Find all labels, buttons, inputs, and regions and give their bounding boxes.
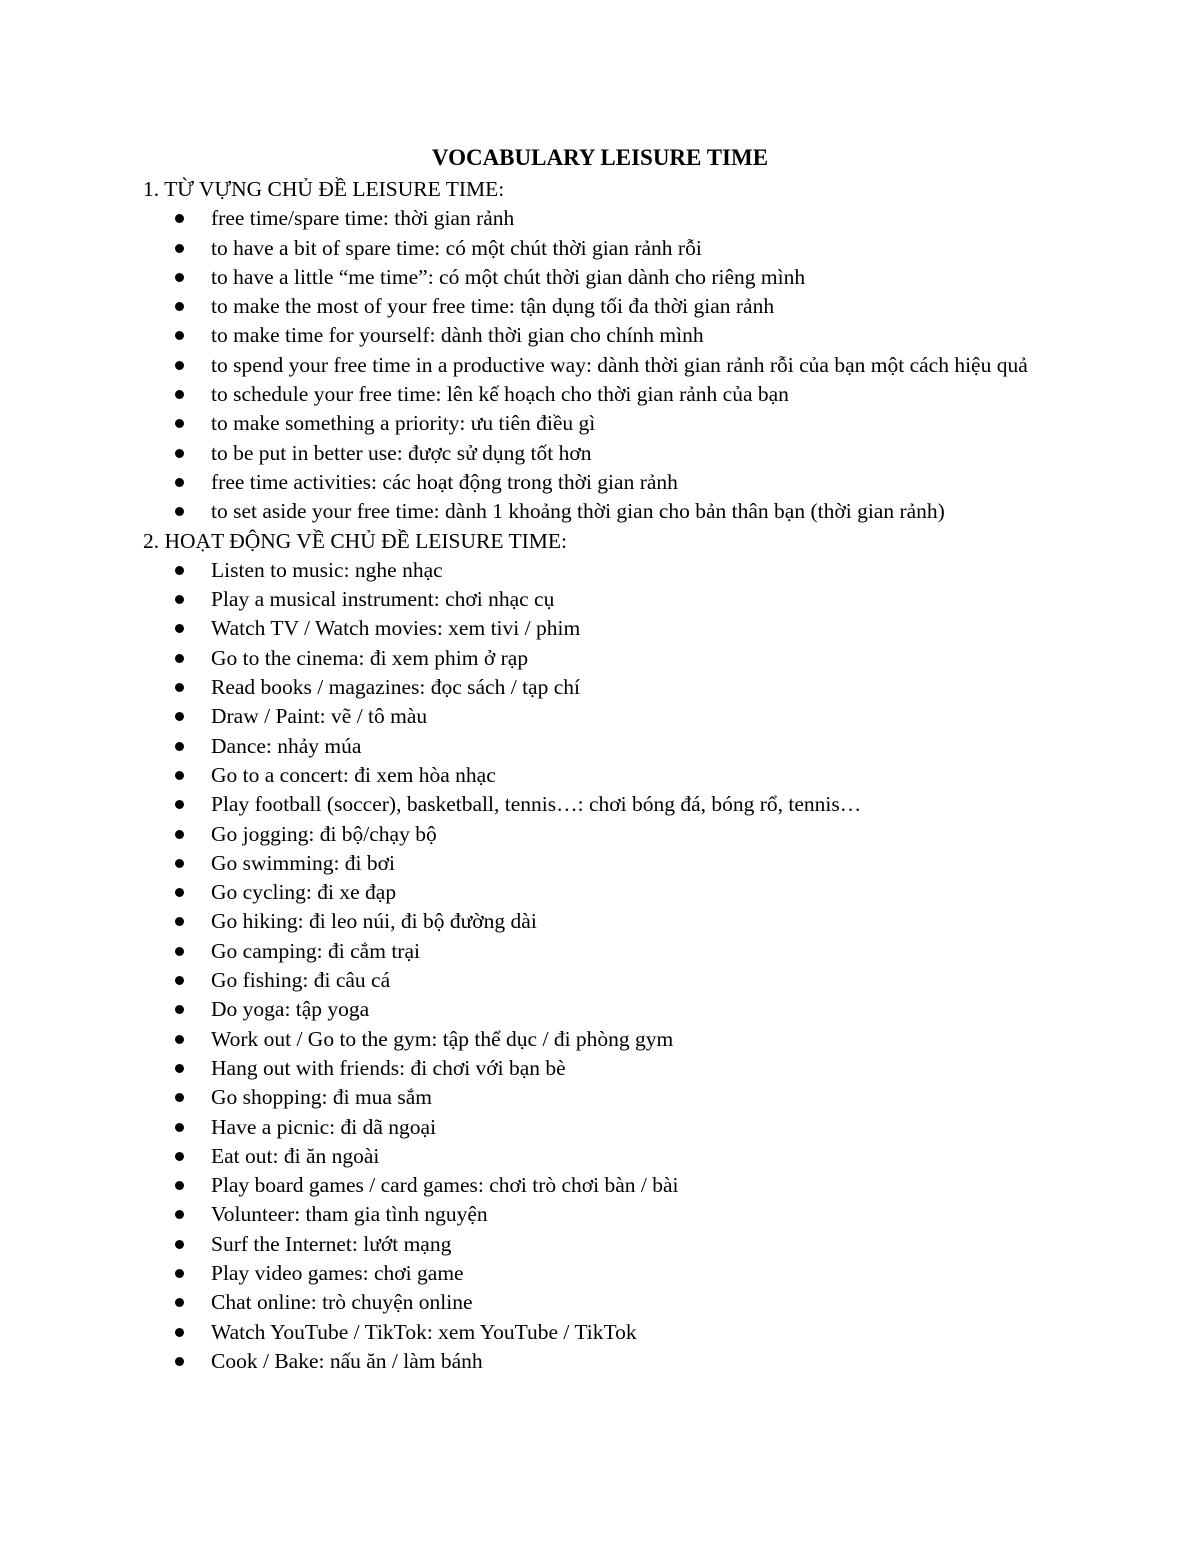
list-item-text: free time/spare time: thời gian rảnh (211, 206, 515, 231)
list-item-text: to make time for yourself: dành thời gian cho chính mình (211, 323, 704, 348)
list-item (143, 380, 1043, 409)
list-item-text: Go to a concert: đi xem hòa nhạc (211, 762, 496, 787)
bullet-icon (175, 331, 184, 340)
bullet-icon (175, 976, 184, 985)
list-item (143, 644, 1043, 673)
bullet-icon (175, 1093, 184, 1102)
list-item-text: Hang out with friends: đi chơi với bạn bè (211, 1055, 566, 1080)
list-item (143, 761, 1043, 790)
list-item-text: Volunteer: tham gia tình nguyện (211, 1202, 488, 1227)
bullet-icon (175, 917, 184, 926)
list-item (143, 907, 1043, 936)
list-item (143, 732, 1043, 761)
list-item (143, 1318, 1043, 1347)
list-item (143, 1200, 1043, 1229)
list-item-text: Play football (soccer), basketball, tennis…: chơi bóng đá, bóng rổ, tennis… (211, 792, 862, 817)
list-item-text: to have a bit of spare time: có một chút thời gian rảnh rỗi (211, 235, 702, 260)
list-item (143, 820, 1043, 849)
list-item (143, 1113, 1043, 1142)
list-item-text: Go shopping: đi mua sắm (211, 1085, 432, 1110)
list-item-text: Cook / Bake: nấu ăn / làm bánh (211, 1348, 483, 1373)
list-item (143, 585, 1043, 614)
list-item (143, 1142, 1043, 1171)
bullet-icon (175, 1181, 184, 1190)
list-item-text: Work out / Go to the gym: tập thể dục / đi phòng gym (211, 1026, 674, 1051)
bullet-icon (175, 595, 184, 604)
bullet-icon (175, 1269, 184, 1278)
list-item (143, 1025, 1043, 1054)
activities-list (143, 556, 1043, 1376)
bullet-icon (175, 712, 184, 721)
list-item (143, 937, 1043, 966)
list-item-text: Surf the Internet: lướt mạng (211, 1231, 452, 1256)
bullet-icon (175, 624, 184, 633)
bullet-icon (175, 1328, 184, 1337)
bullet-icon (175, 273, 184, 282)
bullet-icon (175, 888, 184, 897)
bullet-icon (175, 947, 184, 956)
list-item (143, 995, 1043, 1024)
list-item (143, 702, 1043, 731)
list-item (143, 1347, 1043, 1376)
list-item-text: Read books / magazines: đọc sách / tạp chí (211, 675, 580, 700)
list-item (143, 614, 1043, 643)
bullet-icon (175, 302, 184, 311)
list-item-text: Go cycling: đi xe đạp (211, 880, 397, 905)
bullet-icon (175, 1123, 184, 1132)
bullet-icon (175, 1240, 184, 1249)
list-item-text: Do yoga: tập yoga (211, 997, 370, 1022)
list-item (143, 790, 1043, 819)
list-item-text: Go camping: đi cắm trại (211, 938, 420, 963)
list-item (143, 878, 1043, 907)
list-item (143, 204, 1043, 233)
list-item-text: to spend your free time in a productive way: dành thời gian rảnh rỗi của bạn một cách hiệu quả (211, 352, 1028, 377)
list-item (143, 1288, 1043, 1317)
bullet-icon (175, 566, 184, 575)
bullet-icon (175, 742, 184, 751)
bullet-icon (175, 449, 184, 458)
list-item (143, 409, 1043, 438)
list-item-text: Go swimming: đi bơi (211, 850, 395, 875)
list-item-text: Go to the cinema: đi xem phim ở rạp (211, 645, 529, 670)
list-item (143, 234, 1043, 263)
list-item-text: to set aside your free time: dành 1 khoảng thời gian cho bản thân bạn (thời gian rảnh) (211, 499, 945, 524)
bullet-icon (175, 683, 184, 692)
list-item-text: Dance: nhảy múa (211, 733, 362, 758)
bullet-icon (175, 214, 184, 223)
bullet-icon (175, 361, 184, 370)
section-heading-activities: 2. HOẠT ĐỘNG VỀ CHỦ ĐỀ LEISURE TIME: (143, 528, 568, 553)
list-item (143, 1259, 1043, 1288)
list-item-text: to be put in better use: được sử dụng tốt hơn (211, 440, 592, 465)
bullet-icon (175, 1005, 184, 1014)
list-item-text: Eat out: đi ăn ngoài (211, 1143, 380, 1168)
list-item-text: Have a picnic: đi dã ngoại (211, 1114, 437, 1139)
bullet-icon (175, 419, 184, 428)
list-item-text: Play board games / card games: chơi trò chơi bàn / bài (211, 1173, 679, 1198)
list-item (143, 497, 1043, 526)
bullet-icon (175, 244, 184, 253)
list-item-text: Go hiking: đi leo núi, đi bộ đường dài (211, 909, 537, 934)
section-heading-vocabulary: 1. TỪ VỰNG CHỦ ĐỀ LEISURE TIME: (143, 177, 505, 201)
list-item (143, 1171, 1043, 1200)
vocabulary-list (143, 204, 1043, 526)
bullet-icon (175, 507, 184, 516)
bullet-icon (175, 1035, 184, 1044)
bullet-icon (175, 390, 184, 399)
list-item (143, 966, 1043, 995)
list-item-text: Go jogging: đi bộ/chạy bộ (211, 821, 437, 846)
list-item-text: Go fishing: đi câu cá (211, 968, 391, 993)
list-item-text: Play a musical instrument: chơi nhạc cụ (211, 587, 555, 612)
document-body (143, 175, 1043, 1376)
list-item-text: Watch YouTube / TikTok: xem YouTube / TikTok (211, 1319, 637, 1344)
bullet-icon (175, 654, 184, 663)
list-item (143, 351, 1043, 380)
list-item-text: Play video games: chơi game (211, 1260, 464, 1285)
bullet-icon (175, 1298, 184, 1307)
list-item (143, 321, 1043, 350)
list-item-text: Draw / Paint: vẽ / tô màu (211, 704, 428, 729)
list-item-text: to make the most of your free time: tận dụng tối đa thời gian rảnh (211, 294, 775, 319)
list-item-text: Listen to music: nghe nhạc (211, 557, 443, 582)
bullet-icon (175, 830, 184, 839)
bullet-icon (175, 1152, 184, 1161)
list-item-text: to make something a priority: ưu tiên điều gì (211, 411, 596, 436)
list-item (143, 1230, 1043, 1259)
list-item-text: to schedule your free time: lên kế hoạch cho thời gian rảnh của bạn (211, 382, 789, 407)
list-item (143, 1054, 1043, 1083)
bullet-icon (175, 478, 184, 487)
bullet-icon (175, 859, 184, 868)
list-item (143, 468, 1043, 497)
bullet-icon (175, 1357, 184, 1366)
bullet-icon (175, 1210, 184, 1219)
list-item (143, 292, 1043, 321)
list-item (143, 849, 1043, 878)
bullet-icon (175, 1064, 184, 1073)
list-item-text: Chat online: trò chuyện online (211, 1290, 473, 1315)
list-item-text: Watch TV / Watch movies: xem tivi / phim (211, 616, 581, 641)
document-title: VOCABULARY LEISURE TIME (431, 145, 769, 170)
list-item (143, 556, 1043, 585)
list-item-text: to have a little “me time”: có một chút thời gian dành cho riêng mình (211, 264, 806, 289)
bullet-icon (175, 800, 184, 809)
list-item (143, 673, 1043, 702)
list-item (143, 1083, 1043, 1112)
list-item-text: free time activities: các hoạt động trong thời gian rảnh (211, 469, 678, 494)
list-item (143, 439, 1043, 468)
list-item (143, 263, 1043, 292)
bullet-icon (175, 771, 184, 780)
